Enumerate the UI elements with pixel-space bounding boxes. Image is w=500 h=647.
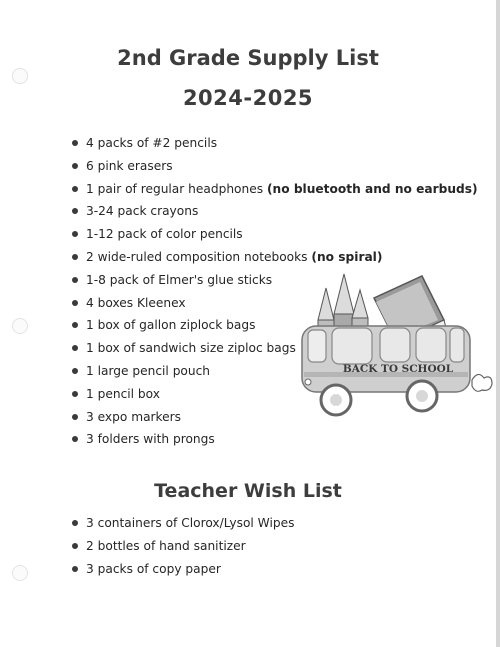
item-text: 2 wide-ruled composition notebooks bbox=[86, 249, 312, 264]
school-year: 2024-2025 bbox=[182, 86, 314, 110]
item-text: 1 large pencil pouch bbox=[86, 363, 211, 378]
item-text: 4 boxes Kleenex bbox=[86, 295, 186, 310]
item-text: 6 pink erasers bbox=[86, 158, 173, 173]
item-text: 1 pencil box bbox=[86, 386, 160, 401]
list-item bbox=[72, 132, 478, 155]
wish-list bbox=[72, 512, 294, 580]
punch-hole-bottom bbox=[12, 565, 28, 581]
item-text: 3-24 pack crayons bbox=[86, 204, 199, 219]
list-item bbox=[72, 558, 294, 581]
item-text: 3 folders with prongs bbox=[86, 432, 215, 447]
item-text: 1-8 pack of Elmer's glue sticks bbox=[86, 272, 273, 287]
list-item bbox=[72, 512, 294, 535]
item-text: 3 packs of copy paper bbox=[86, 561, 221, 576]
list-item bbox=[72, 200, 478, 223]
item-text: 3 containers of Clorox/Lysol Wipes bbox=[86, 516, 295, 530]
bus-body bbox=[302, 326, 470, 392]
item-text: 1-12 pack of color pencils bbox=[86, 227, 243, 242]
wish-list-title: Teacher Wish List bbox=[154, 480, 342, 502]
item-text: 3 expo markers bbox=[86, 409, 182, 424]
item-note: (no bluetooth and no earbuds) bbox=[266, 181, 478, 196]
school-bus-clipart bbox=[298, 268, 494, 424]
exhaust-cloud-icon bbox=[472, 374, 492, 391]
item-text: 1 box of gallon ziplock bags bbox=[86, 318, 256, 333]
list-item bbox=[72, 178, 478, 201]
item-text: 1 box of sandwich size ziploc bags bbox=[86, 341, 296, 356]
list-item bbox=[72, 246, 478, 269]
list-item bbox=[72, 155, 478, 178]
page-edge bbox=[496, 0, 500, 647]
page-title: 2nd Grade Supply List bbox=[117, 46, 379, 70]
list-item bbox=[72, 535, 294, 558]
bus-sign-text: BACK TO SCHOOL bbox=[342, 363, 454, 375]
item-text: 4 packs of #2 pencils bbox=[86, 136, 218, 150]
list-item bbox=[72, 223, 478, 246]
punch-hole-top bbox=[12, 68, 28, 84]
item-text: 1 pair of regular headphones bbox=[86, 181, 267, 196]
item-note: (no spiral) bbox=[311, 249, 383, 264]
list-item bbox=[72, 428, 478, 451]
item-text: 2 bottles of hand sanitizer bbox=[86, 538, 246, 553]
punch-hole-middle bbox=[12, 318, 28, 334]
